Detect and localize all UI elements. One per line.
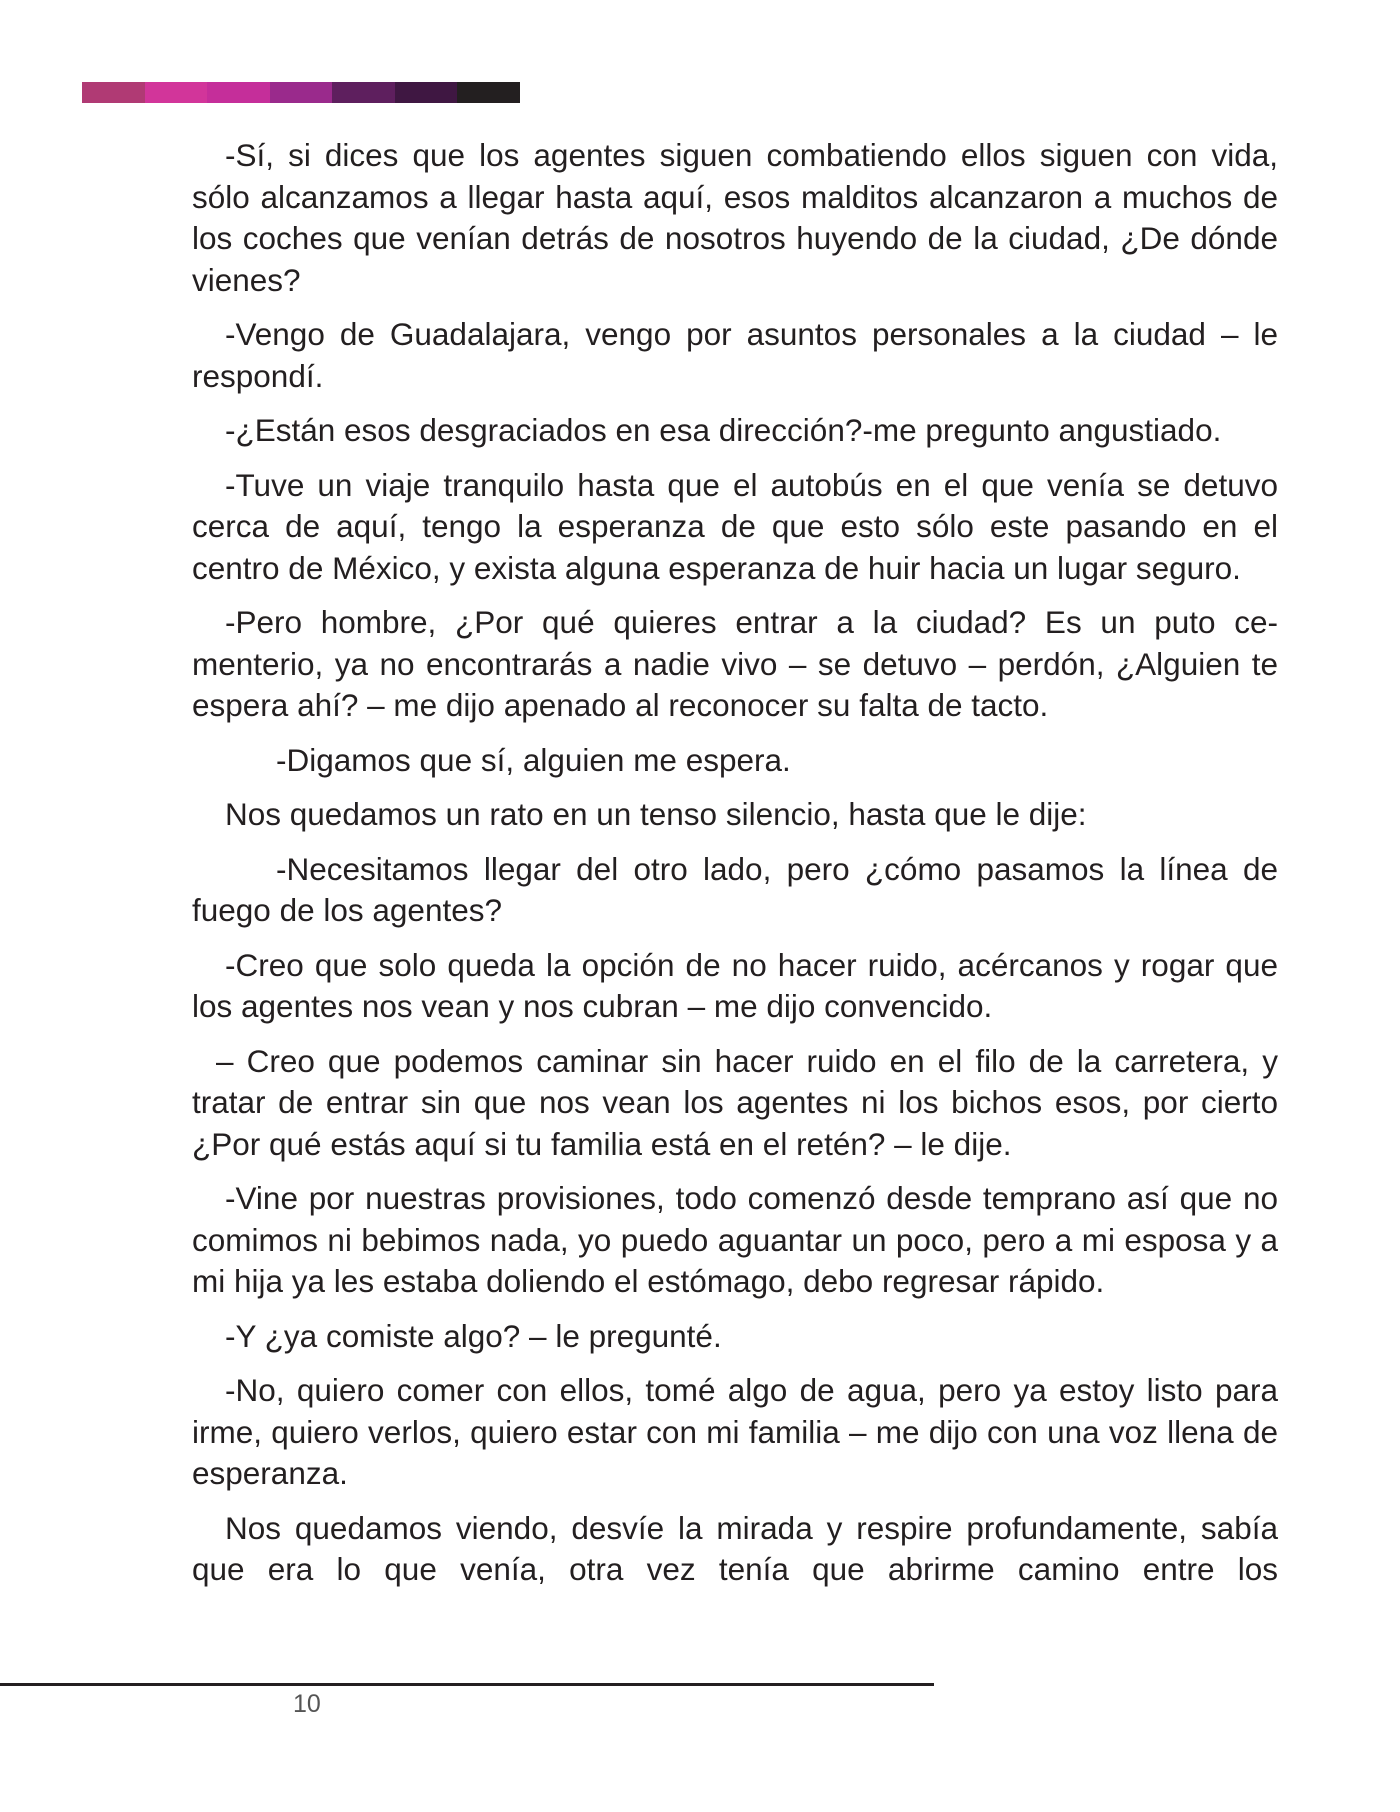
paragraph: -Creo que solo queda la opción de no hacer ruido, acércanos y rogar que los agentes nos vean y nos cubran – me dijo convencido. <box>192 946 1278 1024</box>
paragraph: Nos quedamos un rato en un tenso silencio, hasta que le dije: <box>225 796 1087 832</box>
paragraph: -Vengo de Guadalajara, vengo por asuntos personales a la ciudad – le respondí. <box>192 316 1278 394</box>
paragraph: -¿Están esos desgraciados en esa dirección?-me pregunto angustiado. <box>225 412 1222 448</box>
color-bar-segment <box>457 82 520 103</box>
paragraph: -Pero hombre, ¿Por qué quieres entrar a la ciudad? Es un puto cementerio, ya no encontrarás a nadie vivo – se detuvo – perdón, ¿Alguien te espera ahí? – me dijo apenado al reconocer su falta de tacto. <box>192 604 1278 723</box>
color-bar-segment <box>395 82 458 103</box>
color-bar-segment <box>207 82 270 103</box>
header-color-bar <box>82 82 520 103</box>
footer-rule <box>0 1683 934 1686</box>
paragraph: -Digamos que sí, alguien me espera. <box>276 741 791 778</box>
paragraph: Nos quedamos viendo, desvíe la mirada y respire profundamente, sabía que era lo que venía, otra vez tenía que abrirme camino entre los <box>192 1509 1278 1587</box>
color-bar-segment <box>270 82 333 103</box>
paragraph: -No, quiero comer con ellos, tomé algo de agua, pero ya estoy listo para irme, quiero verlos, quiero estar con mi familia – me dijo con una voz llena de esperanza. <box>192 1372 1278 1491</box>
paragraph: -Y ¿ya comiste algo? – le pregunté. <box>225 1317 722 1354</box>
page-number: 10 <box>293 1690 321 1718</box>
paragraph: -Sí, si dices que los agentes siguen combatiendo ellos siguen con vida, sólo alcanzamos a llegar hasta aquí, esos malditos alcanzaron a muchos de los coches que venían detrás de nosotros huyendo de la ciudad, ¿De dónde vienes? <box>192 137 1278 298</box>
paragraph: -Necesitamos llegar del otro lado, pero ¿cómo pasamos la línea de fuego de los agentes? <box>192 850 1278 928</box>
paragraph: -Vine por nuestras provisiones, todo comenzó desde temprano así que no comimos ni bebimos nada, yo puedo aguantar un poco, pero a mi esposa y a mi hija ya les estaba doliendo el estómago, debo regresar rápido. <box>192 1180 1278 1299</box>
body-text <box>192 135 1278 1604</box>
color-bar-segment <box>82 82 145 103</box>
color-bar-segment <box>145 82 208 103</box>
paragraph: -Tuve un viaje tranquilo hasta que el autobús en el que venía se detuvo cerca de aquí, tengo la esperanza de que esto sólo este pasando en el centro de México, y exista alguna esperanza de huir hacia un lugar seguro. <box>192 466 1278 586</box>
paragraph: – Creo que podemos caminar sin hacer ruido en el filo de la carretera, y tratar de entrar sin que nos vean los agentes ni los bichos esos, por cierto ¿Por qué estás aquí si tu familia está en el retén? – le dije. <box>192 1042 1278 1162</box>
color-bar-segment <box>332 82 395 103</box>
